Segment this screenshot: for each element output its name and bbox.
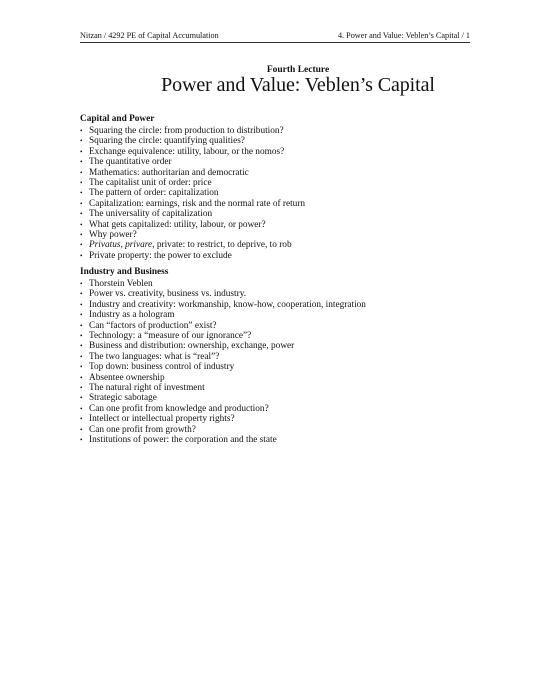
list-item: • Technology: a “measure of our ignorance”? xyxy=(80,331,252,342)
list-item: • Can one profit from growth? xyxy=(80,424,196,435)
bullet-icon: • xyxy=(80,373,83,382)
list-item: • Industry as a hologram xyxy=(80,310,175,321)
list-item: • Strategic sabotage xyxy=(80,393,157,404)
bullet-icon: • xyxy=(80,280,83,288)
header-left: Nitzan / 4292 PE of Capital Accumulation xyxy=(80,31,219,40)
bullet-list xyxy=(80,126,500,261)
bullet-icon: • xyxy=(80,189,83,198)
bullet-icon: • xyxy=(80,384,83,393)
list-item: • The two languages: what is “real”? xyxy=(80,351,220,362)
list-item: • Thorstein Veblen xyxy=(80,279,153,289)
bullet-icon: • xyxy=(80,290,83,299)
section-heading: Capital and Power xyxy=(80,114,155,124)
bullet-icon: • xyxy=(80,127,83,135)
bullet-list xyxy=(80,279,500,446)
list-item: • Can one profit from knowledge and production? xyxy=(80,403,269,414)
list-item: • Private property: the power to exclude xyxy=(80,250,232,261)
bullet-icon: • xyxy=(80,394,83,403)
list-item: • Business and distribution: ownership, exchange, power xyxy=(80,341,295,352)
list-item: • Why power? xyxy=(80,230,137,241)
bullet-icon: • xyxy=(80,199,83,208)
list-item: • Can “factors of production” exist? xyxy=(80,320,217,331)
list-item: • The universality of capitalization xyxy=(80,209,213,220)
bullet-icon: • xyxy=(80,210,83,219)
running-header xyxy=(80,31,470,43)
bullet-icon: • xyxy=(80,321,83,330)
bullet-icon: • xyxy=(80,363,83,372)
lecture-label: Fourth Lecture xyxy=(266,65,330,75)
list-item: • Capitalization: earnings, risk and the normal rate of return xyxy=(80,198,306,209)
list-item: • Exchange equivalence: utility, labour, or the nomos? xyxy=(80,146,285,157)
italic-term: Privatus, privare xyxy=(89,240,153,251)
bullet-icon: • xyxy=(80,168,83,177)
header-right: 4. Power and Value: Veblen’s Capital / 1 xyxy=(337,31,470,40)
bullet-icon: • xyxy=(80,220,83,229)
list-item: • Power vs. creativity, business vs. industry. xyxy=(80,289,247,300)
list-item: • Absentee ownership xyxy=(80,372,165,383)
bullet-icon: • xyxy=(80,158,83,167)
section-industry-and-business xyxy=(80,267,500,446)
list-item: • The quantitative order xyxy=(80,157,172,168)
list-item: • What gets capitalized: utility, labour, or power? xyxy=(80,219,266,230)
bullet-icon: • xyxy=(80,147,83,156)
list-item: • Institutions of power: the corporation and the state xyxy=(80,435,277,446)
bullet-icon: • xyxy=(80,436,83,445)
bullet-icon: • xyxy=(80,425,83,434)
list-item: • Industry and creativity: workmanship, know-how, cooperation, integration xyxy=(80,299,366,310)
bullet-icon: • xyxy=(80,332,83,341)
list-item: • Squaring the circle: quantifying qualities? xyxy=(80,136,245,147)
bullet-icon: • xyxy=(80,241,83,250)
bullet-icon: • xyxy=(80,311,83,320)
bullet-icon: • xyxy=(80,179,83,188)
list-item: • Squaring the circle: from production to distribution? xyxy=(80,126,284,136)
list-item: • Privatus, privare, private: to restrict, to deprive, to rob xyxy=(80,240,292,251)
list-item: • Mathematics: authoritarian and democratic xyxy=(80,167,249,178)
section-heading: Industry and Business xyxy=(80,267,169,277)
list-item: • Intellect or intellectual property rights? xyxy=(80,414,235,425)
bullet-icon: • xyxy=(80,404,83,413)
bullet-icon: • xyxy=(80,352,83,361)
bullet-icon: • xyxy=(80,415,83,424)
list-item: • Top down: business control of industry xyxy=(80,362,235,373)
section-capital-and-power xyxy=(80,114,500,261)
bullet-icon: • xyxy=(80,137,83,146)
bullet-icon: • xyxy=(80,300,83,309)
list-item: • The natural right of investment xyxy=(80,383,205,394)
bullet-icon: • xyxy=(80,231,83,240)
bullet-icon: • xyxy=(80,342,83,351)
bullet-icon: • xyxy=(80,251,83,260)
page-title: Power and Value: Veblen’s Capital xyxy=(161,74,435,96)
list-item: • The pattern of order: capitalization xyxy=(80,188,219,199)
list-item: • The capitalist unit of order: price xyxy=(80,178,212,189)
